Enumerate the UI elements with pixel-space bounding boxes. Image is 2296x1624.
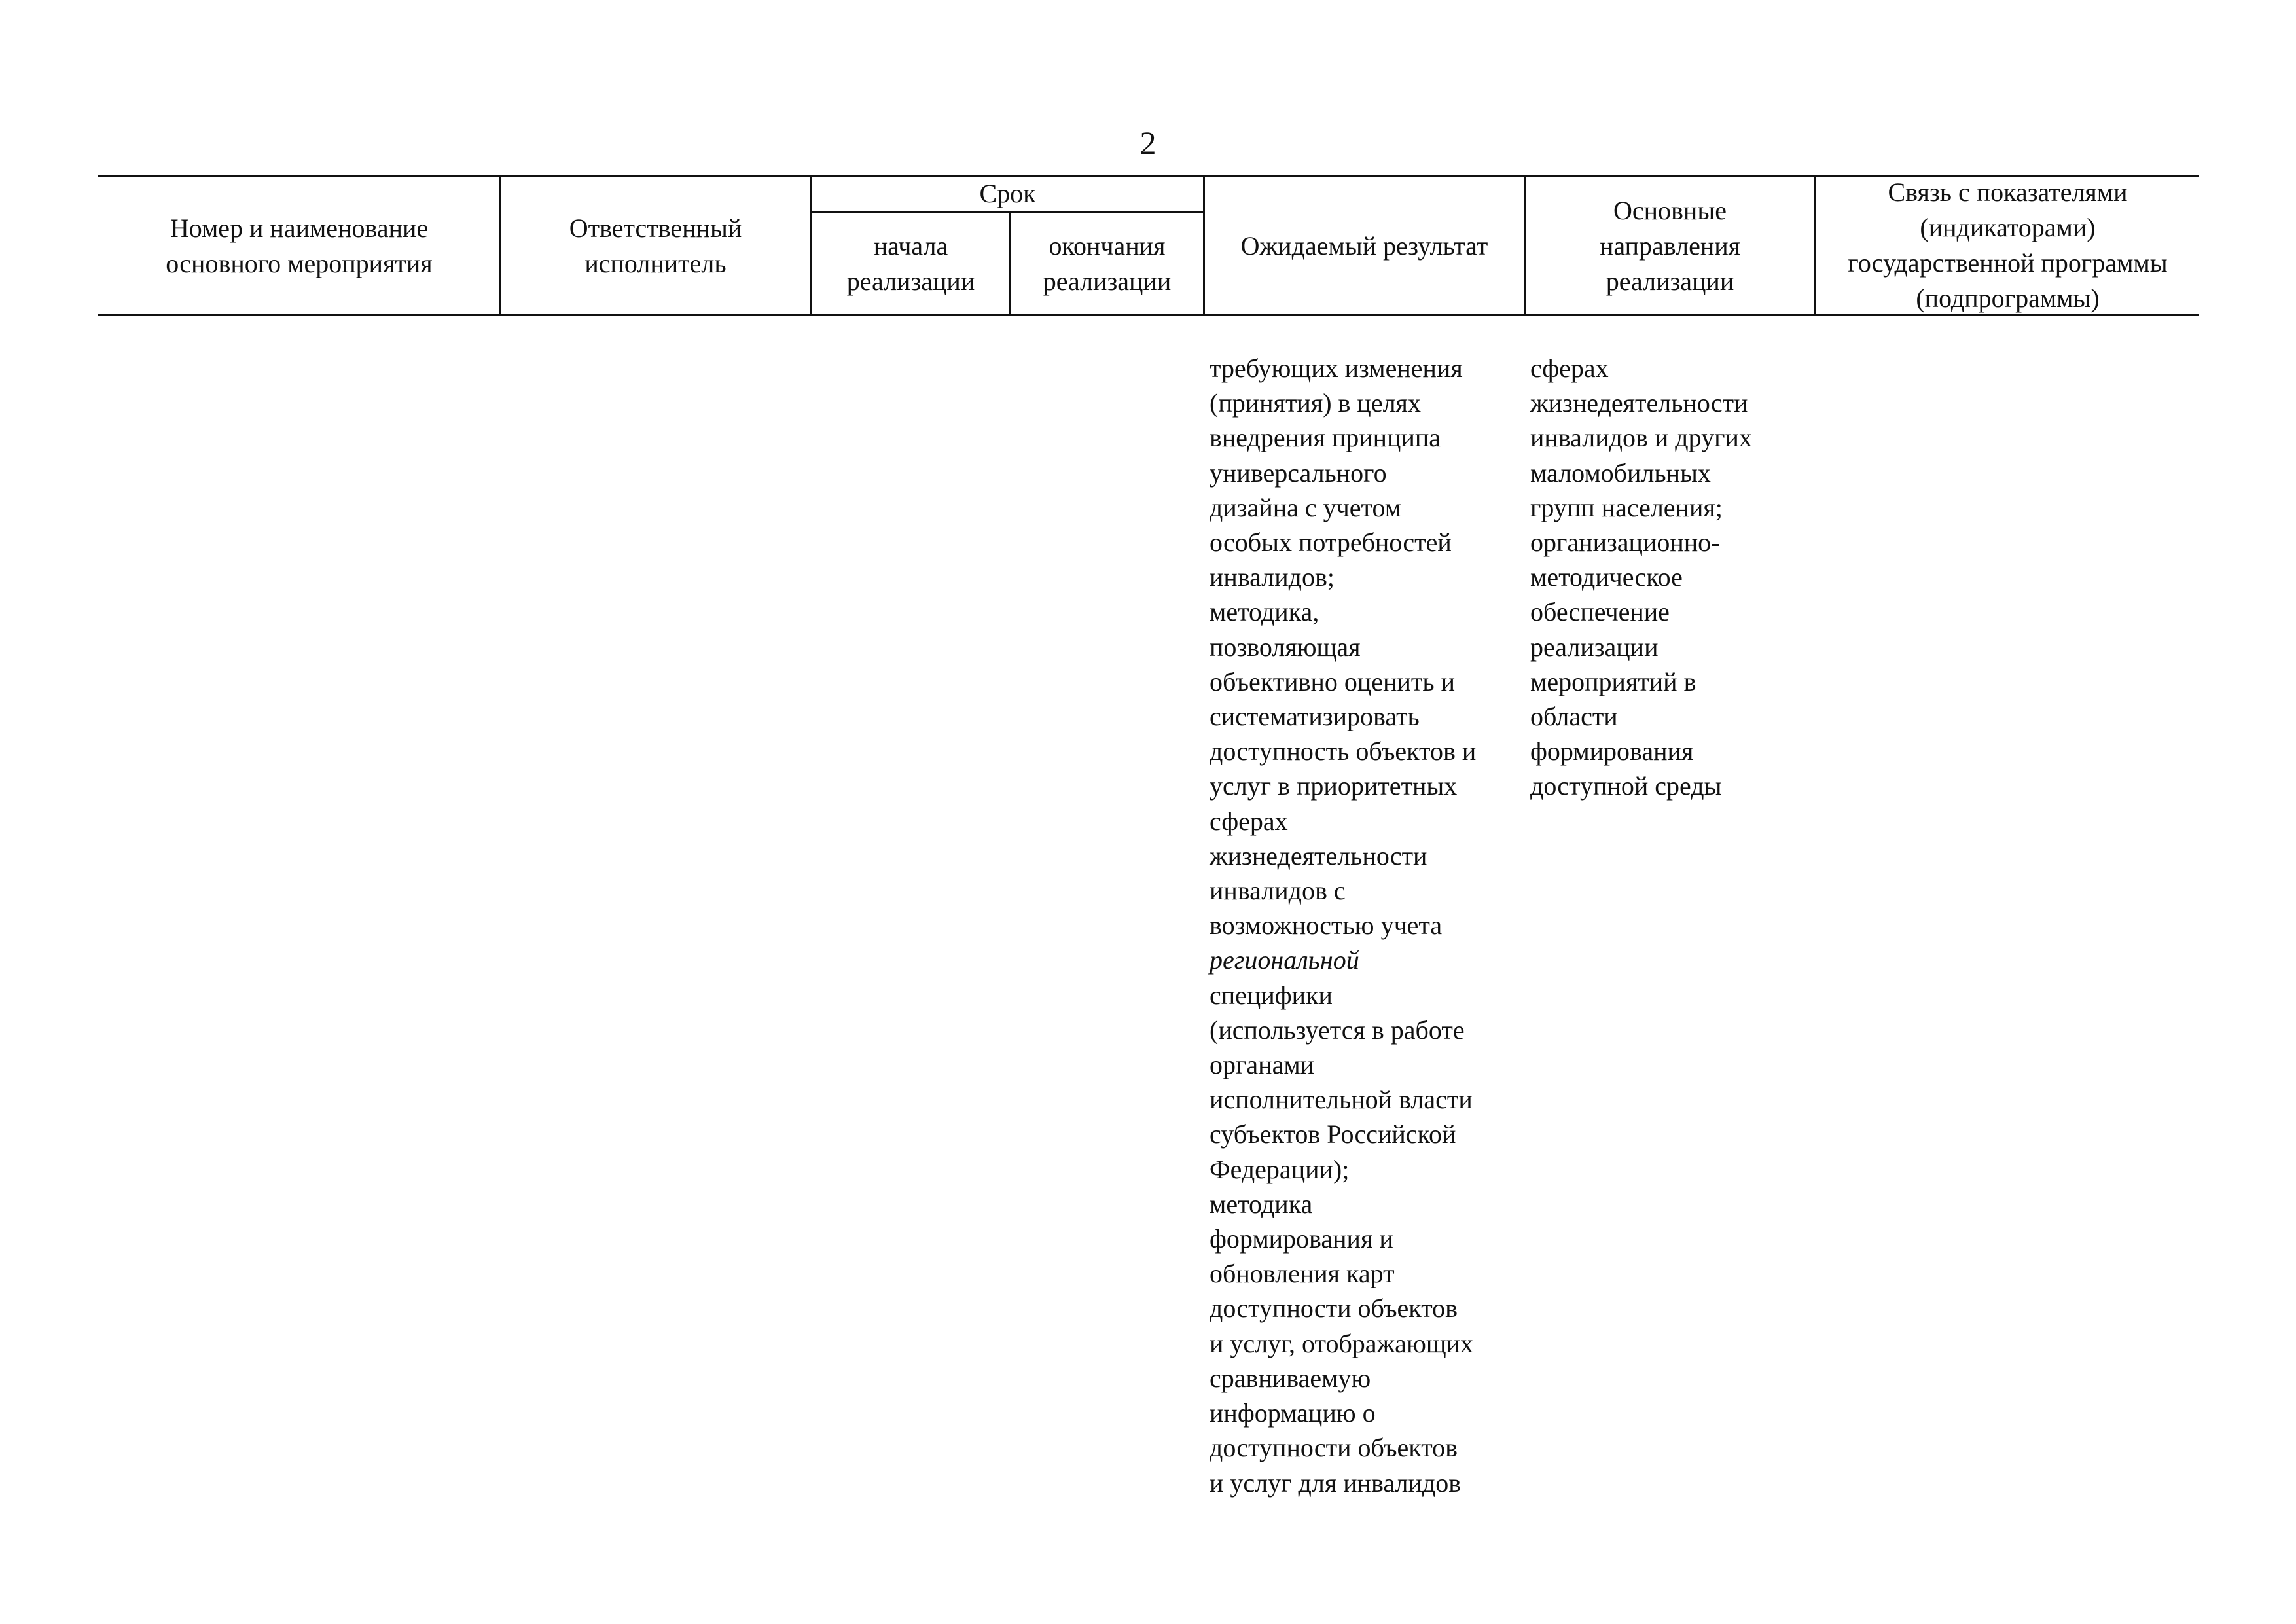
expected-result-line: сравниваемую	[1210, 1363, 1371, 1393]
header-start	[812, 213, 1009, 314]
header-executor-line-1: Ответственный	[569, 213, 742, 243]
main-directions-line: сферах	[1530, 353, 1609, 383]
page-number: 2	[1139, 124, 1157, 161]
header-directions-line-1: Основные	[1613, 195, 1727, 225]
expected-result-line: возможностью учета	[1210, 911, 1443, 941]
main-directions-line: обеспечение	[1530, 597, 1670, 627]
expected-result-line: жизнедеятельности	[1210, 840, 1427, 871]
main-directions-line: реализации	[1530, 632, 1659, 662]
main-directions-line: организационно-	[1530, 528, 1720, 558]
expected-result-line: и услуг для инвалидов	[1210, 1468, 1462, 1498]
header-directions-line-2: направления	[1599, 230, 1741, 261]
expected-result-line: универсального	[1210, 458, 1387, 488]
expected-result-line: региональной	[1210, 945, 1359, 975]
expected-result-line: субъектов Российской	[1210, 1119, 1456, 1149]
main-directions-line: доступной среды	[1530, 771, 1722, 801]
main-directions-line: жизнедеятельности	[1530, 388, 1748, 418]
main-directions-line: области	[1530, 702, 1618, 732]
header-result	[1205, 177, 1524, 314]
expected-result-line: доступность объектов и	[1210, 736, 1477, 767]
expected-result-line: формирования и	[1210, 1224, 1393, 1254]
expected-result-line: доступности объектов	[1210, 1433, 1458, 1463]
header-link-line-1: Связь с показателями	[1888, 177, 2128, 207]
expected-result-line: обновления карт	[1210, 1259, 1395, 1289]
header-end	[1011, 213, 1203, 314]
header-start-line-2: реализации	[846, 266, 975, 296]
expected-result-line: методика,	[1210, 597, 1319, 627]
expected-result-line: объективно оценить и	[1210, 666, 1455, 696]
main-directions-line: методическое	[1530, 562, 1683, 592]
header-term-label: Срок	[979, 178, 1036, 208]
expected-result-line: Федерации);	[1210, 1154, 1350, 1184]
header-measure	[99, 177, 499, 314]
header-directions	[1526, 177, 1814, 314]
header-executor	[501, 177, 810, 314]
expected-result-line: сферах	[1210, 806, 1288, 836]
header-directions-line-3: реализации	[1605, 266, 1734, 296]
expected-result-line: дизайна с учетом	[1210, 492, 1402, 522]
header-link	[1816, 174, 2199, 317]
expected-result-line: систематизировать	[1210, 702, 1420, 732]
main-directions-line: формирования	[1530, 736, 1694, 767]
expected-result-line: инвалидов с	[1210, 876, 1346, 906]
expected-result-line: позволяющая	[1210, 632, 1361, 662]
expected-result-line: и услуг, отображающих	[1210, 1328, 1474, 1358]
expected-result-line: специфики	[1210, 980, 1333, 1010]
header-link-line-3: государственной программы	[1848, 248, 2168, 278]
main-directions-line: мероприятий в	[1530, 666, 1696, 696]
expected-result-line: требующих изменения	[1210, 353, 1463, 383]
expected-result-line: особых потребностей	[1210, 528, 1452, 558]
header-executor-line-2: исполнитель	[584, 248, 726, 278]
main-directions-line: инвалидов и других	[1530, 423, 1752, 453]
expected-result-line: информацию о	[1210, 1398, 1376, 1428]
header-term	[812, 175, 1203, 211]
header-start-line-1: начала	[873, 231, 948, 261]
expected-result-line: органами	[1210, 1050, 1315, 1080]
expected-result-line: внедрения принципа	[1210, 423, 1441, 453]
header-measure-line-1: Номер и наименование	[170, 213, 429, 243]
main-directions-line: групп населения;	[1530, 492, 1723, 522]
main-directions-cell	[1530, 351, 1812, 804]
header-measure-line-2: основного мероприятия	[166, 248, 433, 278]
main-directions-line: маломобильных	[1530, 458, 1711, 488]
expected-result-cell	[1210, 351, 1524, 1500]
expected-result-line: (используется в работе	[1210, 1015, 1465, 1045]
expected-result-line: услуг в приоритетных	[1210, 771, 1458, 801]
expected-result-line: доступности объектов	[1210, 1293, 1458, 1324]
header-result-label: Ожидаемый результат	[1240, 230, 1488, 261]
expected-result-line: исполнительной власти	[1210, 1085, 1473, 1115]
expected-result-line: инвалидов;	[1210, 562, 1335, 592]
expected-result-line: (принятия) в целях	[1210, 388, 1421, 418]
header-link-line-4: (подпрограммы)	[1916, 283, 2100, 313]
header-end-line-1: окончания	[1049, 231, 1166, 261]
header-link-line-2: (индикаторами)	[1920, 213, 2096, 242]
header-end-line-2: реализации	[1043, 266, 1172, 296]
expected-result-line: методика	[1210, 1189, 1313, 1219]
